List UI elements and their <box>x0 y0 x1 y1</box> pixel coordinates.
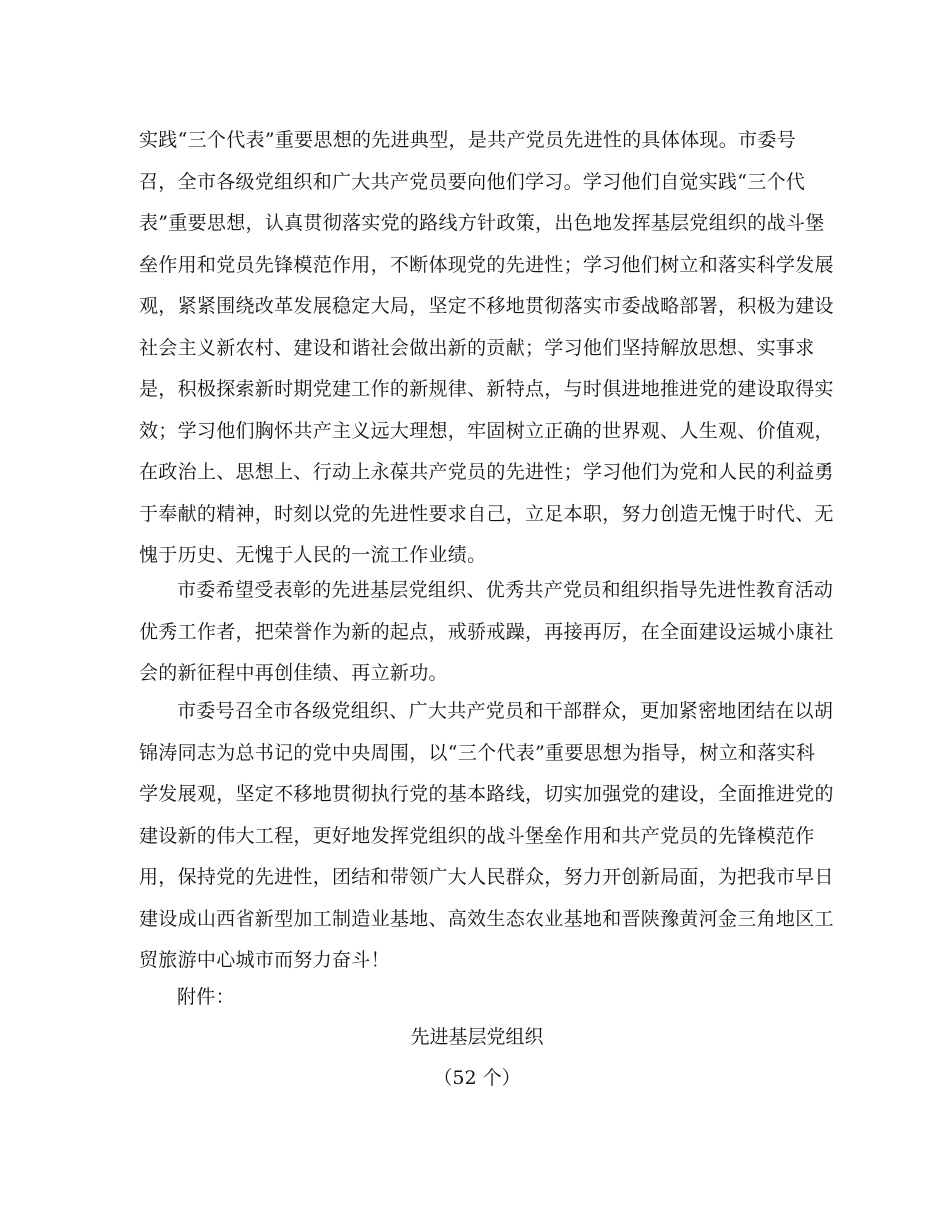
paragraph-3-line: 学发展观，坚定不移地贯彻执行党的基本路线，切实加强党的建设，全面推进党的 <box>139 783 834 805</box>
paragraph-1-line: 表”重要思想，认真贯彻落实党的路线方针政策，出色地发挥基层党组织的战斗堡 <box>139 212 825 234</box>
paragraph-3-line: 锦涛同志为总书记的党中央周围，以“三个代表”重要思想为指导，树立和落实科 <box>139 741 816 764</box>
attachment-title: 先进基层党组织 <box>410 1026 544 1048</box>
paragraph-1-line: 于奉献的精神，时刻以党的先进性要求自己，立足本职，努力创造无愧于时代、无 <box>139 502 834 525</box>
paragraph-2 <box>139 570 834 695</box>
paragraph-2-line: 会的新征程中再创佳绩、再立新功。 <box>139 662 448 684</box>
paragraph-2-line: 市委希望受表彰的先进基层党组织、优秀共产党员和组织指导先进性教育活动 <box>177 579 834 601</box>
paragraph-1-line: 召，全市各级党组织和广大共产党员要向他们学习。学习他们自觉实践“三个代 <box>139 170 806 193</box>
paragraph-1-line: 是，积极探索新时期党建工作的新规律、新特点，与时俱进地推进党的建设取得实 <box>139 378 834 400</box>
paragraph-2-line: 优秀工作者，把荣誉作为新的起点，戒骄戒躁，再接再厉，在全面建设运城小康社 <box>139 620 834 643</box>
paragraph-1-line: 效；学习他们胸怀共产主义远大理想，牢固树立正确的世界观、人生观、价值观， <box>139 419 834 442</box>
attachment-label-block <box>139 977 815 1019</box>
paragraph-1 <box>139 120 834 577</box>
paragraph-1-line: 实践“三个代表”重要思想的先进典型，是共产党员先进性的具体体现。市委号 <box>139 129 796 151</box>
paragraph-1-line: 垒作用和党员先锋模范作用，不断体现党的先进性；学习他们树立和落实科学发展 <box>139 253 834 276</box>
paragraph-3-line: 建设成山西省新型加工制造业基地、高效生态农业基地和晋陕豫黄河金三角地区工 <box>139 907 834 930</box>
paragraph-1-line: 观，紧紧围绕改革发展稳定大局，坚定不移地贯彻落实市委战略部署，积极为建设 <box>139 295 834 317</box>
paragraph-3 <box>139 691 834 982</box>
paragraph-3-line: 市委号召全市各级党组织、广大共产党员和干部群众，更加紧密地团结在以胡 <box>177 700 834 722</box>
paragraph-3-line: 建设新的伟大工程，更好地发挥党组织的战斗堡垒作用和共产党员的先锋模范作 <box>139 824 815 847</box>
attachment-label: 附件： <box>177 986 235 1008</box>
paragraph-3-line: 用，保持党的先进性，团结和带领广大人民群众，努力开创新局面，为把我市早日 <box>139 866 834 888</box>
attachment-count: （52 个） <box>433 1067 521 1089</box>
paragraph-3-line: 贸旅游中心城市而努力奋斗！ <box>139 949 390 971</box>
paragraph-1-line: 社会主义新农村、建设和谐社会做出新的贡献；学习他们坚持解放思想、实事求 <box>139 336 815 359</box>
paragraph-1-line: 愧于历史、无愧于人民的一流工作业绩。 <box>139 544 487 566</box>
paragraph-1-line: 在政治上、思想上、行动上永葆共产党员的先进性；学习他们为党和人民的利益勇 <box>139 461 834 483</box>
